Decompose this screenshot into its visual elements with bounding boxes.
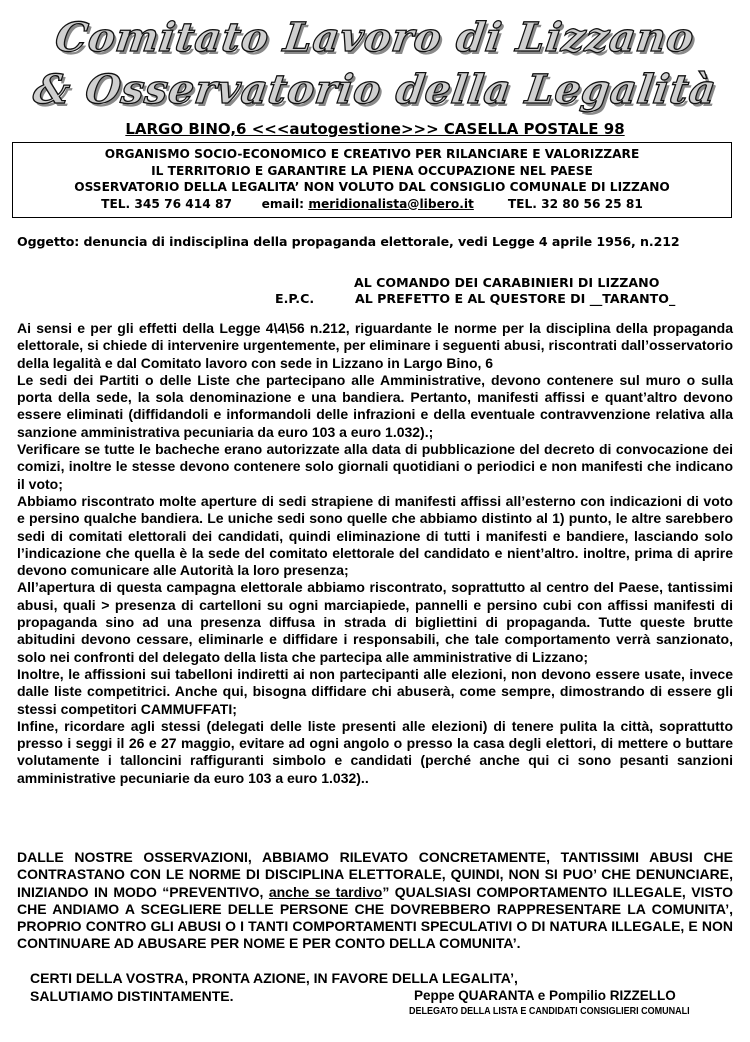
closing-underlined: anche se tardivo [268, 883, 383, 900]
info-line-2: IL TERRITORIO E GARANTIRE LA PIENA OCCUPAZIONE NEL PAESE [151, 163, 593, 178]
info-line-1: ORGANISMO SOCIO-ECONOMICO E CREATIVO PER RILANCIARE E VALORIZZARE [104, 147, 640, 161]
masthead-title-line1: Comitato Lavoro di Lizzano [52, 14, 698, 61]
body-paragraph: All’apertura di questa campagna elettorale abbiamo riscontrato, soprattutto al centro del Paese, tantissimi abusi, quali > presenza di cartelloni su ogni marciapiede, pannelli e persino cubi con affissi manifesti di propaganda sino ad una presenza diffusa in strada di bigliettini di propaganda. Tutte queste brutte abitudini devono cessare, eliminarle e diffidare i responsabili, che tale comportamento verrà sanzionato, solo nei confronti del delegato della lista che partecipa alle amministrative di Lizzano; [17, 579, 733, 665]
body-paragraph: Abbiamo riscontrato molte aperture di sedi strapiene di manifesti affissi all’esterno con indicazioni di voto e persino qualche bandiera. Le uniche sedi sono quelle che abbiamo distinto al 1) punto, le altre sarebbero sedi di comitati elettorali dei candidati, quindi eliminazione di tutti i manifesti e bandiere, lasciando solo l’indicazione che quella è la sede del comitato elettorale del candidato e nient’altro. inoltre, prima di aprire devono comunicare alle Autorità la loro presenza; [17, 492, 733, 579]
signature-names: Peppe QUARANTA e Pompilio RIZZELLO [414, 988, 676, 1003]
closing-text-1: DALLE NOSTRE OSSERVAZIONI, ABBIAMO RILEVATO CONCRETAMENTE, TANTISSIMI ABUSI CHE CONTRASTANO CON LE NORME DI DISCIPLINA ELETTORALE, QUINDI, NON SI PUO’ CHE DENUNCIARE, INIZIANDO IN MODO “PREVENTIVO, [17, 849, 733, 900]
info-line-3: OSSERVATORIO DELLA LEGALITA’ NON VOLUTO DAL CONSIGLIO COMUNALE DI LIZZANO [74, 180, 670, 194]
contact-line [13, 196, 731, 213]
letter-body [17, 320, 733, 787]
recipient-prefetto [275, 291, 675, 306]
email-link[interactable]: meridionalista@libero.it [308, 196, 474, 211]
organization-info-box [12, 142, 732, 218]
masthead-title-line2: & Osservatorio della Legalità [30, 66, 720, 113]
body-paragraph: Verificare se tutte le bacheche erano autorizzate alla data di pubblicazione del decreto di convocazione dei comizi, inoltre le stesse devono contenere solo giornali quotidiani o periodici e non manifesti che indicano il voto; [17, 441, 733, 492]
masthead-logo [14, 8, 736, 120]
address-line: LARGO BINO,6 <<<autogestione>>> CASELLA POSTALE 98 [125, 120, 625, 138]
recipient-prefetto-text: AL PREFETTO E AL QUESTORE DI __TARANTO_ [355, 291, 676, 306]
recipient-carabinieri: AL COMANDO DEI CARABINIERI DI LIZZANO [354, 275, 660, 290]
body-paragraph: Ai sensi e per gli effetti della Legge 4\4\56 n.212, riguardante le norme per la disciplina della propaganda elettorale, si chiede di intervenire urgentemente, per eliminare i seguenti abusi, riscontrati dall’osservatorio della legalità e dal Comitato lavoro con sede in Lizzano in Largo Bino, 6 [17, 320, 733, 371]
signature-role: DELEGATO DELLA LISTA E CANDIDATI CONSIGLIERI COMUNALI [409, 1006, 690, 1017]
body-paragraph: Infine, ricordare agli stessi (delegati delle liste presenti alle elezioni) di tenere pulita la città, soprattutto presso i seggi il 26 e 27 maggio, evitare ad ogni angolo o presso la casa degli elettori, di mettere o buttare volutamente i talloncini raffiguranti simbolo e candidati (perché anche qui ci sono pesanti sanzioni amministrative pecuniarie da euro 103 a euro 1.032).. [17, 717, 733, 786]
salutations: SALUTIAMO DISTINTAMENTE. [30, 988, 234, 1004]
epc-label: E.P.C. [275, 291, 315, 306]
body-paragraph: Le sedi dei Partiti o delle Liste che partecipano alle Amministrative, devono contenere sul muro o sulla porta della sede, la sola denominazione e una bandiera. Pertanto, manifesti affissi e quant’altro devono essere eliminati (diffidandoli e informandoli delle infrazioni e della eventuale contravvenzione relativa alla sanzione amministrativa pecuniaria da euro 103 a euro 1.032).; [17, 371, 733, 440]
phone-2: TEL. 32 80 56 25 81 [507, 196, 643, 211]
certi-line: CERTI DELLA VOSTRA, PRONTA AZIONE, IN FAVORE DELLA LEGALITA’, [30, 970, 518, 986]
subject-line: Oggetto: denuncia di indisciplina della propaganda elettorale, vedi Legge 4 aprile 1956, n.212 [17, 234, 680, 249]
phone-1: TEL. 345 76 414 87 [101, 196, 232, 211]
closing-statement [17, 849, 733, 953]
closing-text-2: ” QUALSIASI COMPORTAMENTO ILLEGALE, VISTO CHE ANDIAMO A SCEGLIERE DELLE PERSONE CHE DOVREBBERO RAPPRESENTARE LA COMUNITA’, PROPRIO CONTRO GLI ABUSI O I TANTI COMPORTAMENTI SPECULATIVI O DI NATURA ILLEGALE, E NON CONTINUARE AD ABUSARE PER NOME E PER CONTO DELLA COMUNITA’. [17, 883, 733, 952]
email-label: email: [261, 196, 309, 211]
body-paragraph: Inoltre, le affissioni sui tabelloni indiretti ai non partecipanti alle elezioni, non devono essere usate, invece dalle liste competitrici. Anche qui, bisogna diffidare chi abuserà, come sempre, dimostrando di essere gli stessi competitori CAMMUFFATI; [17, 665, 733, 717]
